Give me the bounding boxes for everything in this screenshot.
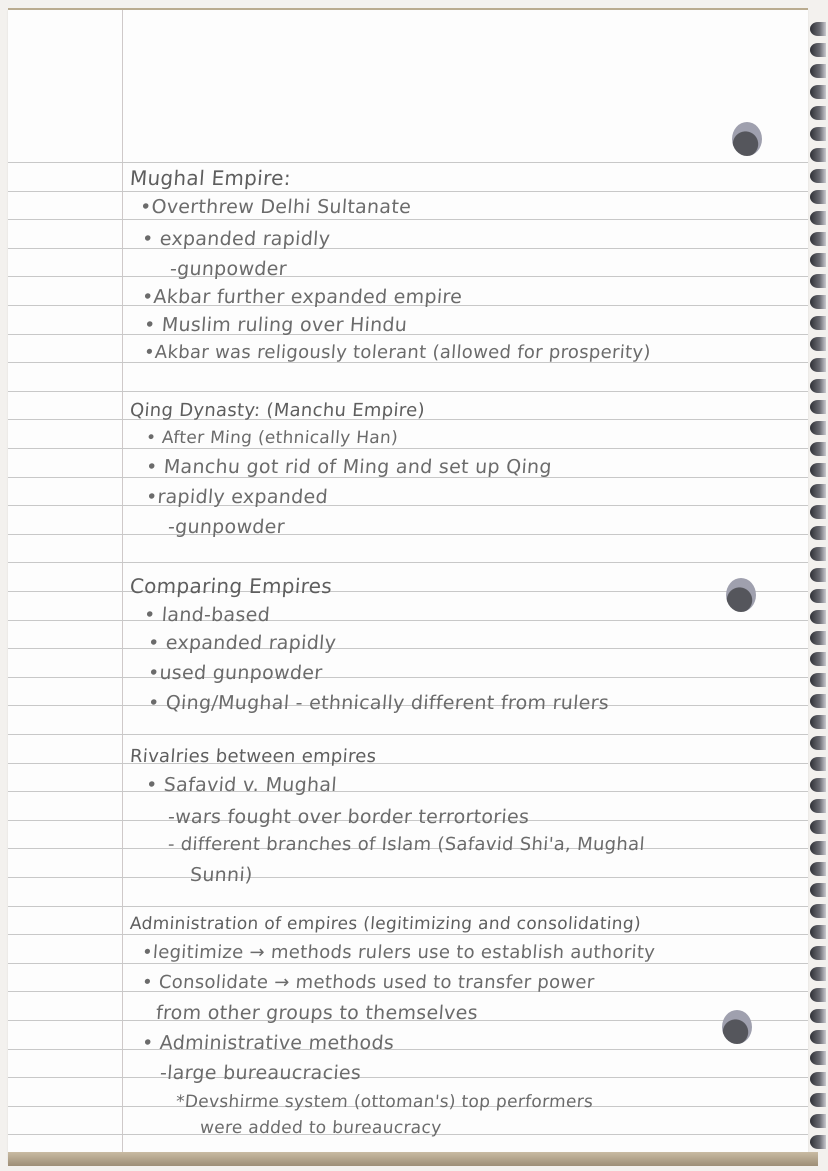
note-line: • Qing/Mughal - ethnically different from rulers [147,692,610,714]
note-line: • Consolidate → methods used to transfer power [141,972,596,993]
note-line: *Devshirme system (ottoman's) top performers [175,1092,594,1112]
note-line: • expanded rapidly [147,632,338,654]
section-heading-mughal: Mughal Empire: [129,166,292,190]
note-line: •rapidly expanded [145,486,329,508]
section-heading-qing: Qing Dynasty: (Manchu Empire) [129,400,426,421]
note-line: • Administrative methods [141,1032,395,1054]
note-line: were added to bureaucracy [199,1118,443,1138]
note-line: •used gunpowder [147,662,324,684]
note-line: -gunpowder [169,258,288,280]
note-line: •legitimize → methods rulers use to establish authority [141,942,656,963]
note-line: -gunpowder [167,516,286,538]
note-line: • After Ming (ethnically Han) [145,428,399,448]
note-line: •Overthrew Delhi Sultanate [139,196,412,218]
note-line: • expanded rapidly [141,228,332,250]
section-heading-comparing: Comparing Empires [129,574,333,598]
note-line: •Akbar further expanded empire [141,286,463,308]
note-line: -wars fought over border terrortories [167,806,530,828]
note-line: • Manchu got rid of Ming and set up Qing [145,456,553,478]
note-line: from other groups to themselves [155,1002,479,1024]
note-line: -large bureaucracies [159,1062,362,1084]
note-line: • land-based [143,604,271,626]
note-line: • Muslim ruling over Hindu [143,314,408,336]
note-line: - different branches of Islam (Safavid Shi'a, Mughal [167,834,646,855]
section-heading-rivalries: Rivalries between empires [129,746,378,767]
note-line: Sunni) [189,864,254,886]
note-line: •Akbar was religously tolerant (allowed for prosperity) [143,342,652,363]
note-line: • Safavid v. Mughal [145,774,338,796]
section-heading-administration: Administration of empires (legitimizing and consolidating) [129,914,642,934]
